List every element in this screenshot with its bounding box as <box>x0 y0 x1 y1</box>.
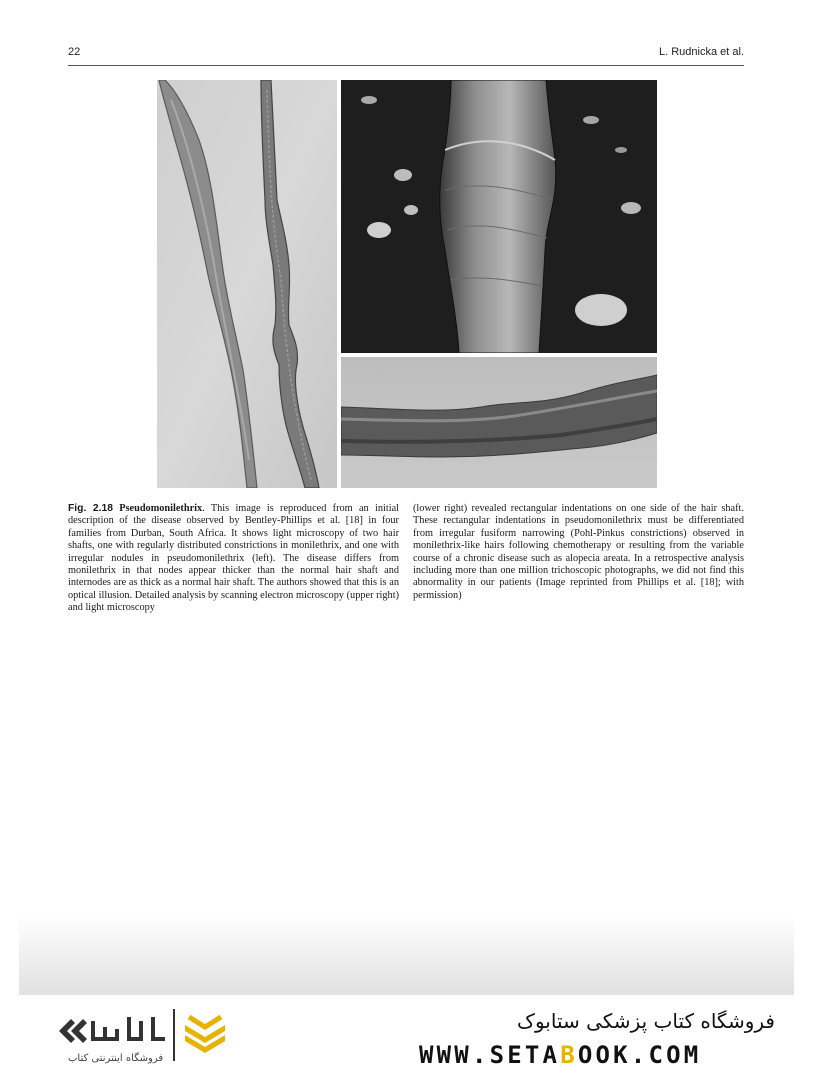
running-head-authors: L. Rudnicka et al. <box>659 46 744 58</box>
caption-text-part-2: (lower right) revealed rectangular indentations on one side of the hair shaft. These rectangular indentations in pseudomonilethrix must be differentiated from irregular fusiform narrowing (Pohl-Pinkus constrictions) observed in monilethrix-like hairs following chemotherapy or resulting from the variable course of a chronic disease such as alopecia areata. In a retrospective analysis including more than one million trichoscopic photographs, we did not find this abnormality in our patients (Image reprinted from Phillips et al. [18]; with permission) <box>413 503 744 601</box>
light-microscopy-image <box>157 80 337 488</box>
running-header <box>68 44 744 64</box>
figure-caption-column-2 <box>413 503 744 602</box>
figure-panel-lower-right <box>341 357 657 488</box>
light-micrograph-hair-shaft <box>341 357 657 488</box>
store-name: فروشگاه کتاب پزشکی ستابوک <box>517 1009 775 1033</box>
figure-title: Pseudomonilethrix <box>119 503 203 514</box>
store-url <box>419 1041 701 1069</box>
logo-tagline: فروشگاه اینترنتی کتاب <box>68 1053 164 1064</box>
figure-caption-column-1 <box>68 503 399 615</box>
caption-text-part-1: . This image is reproduced from an initial description of the disease observed by Bentley-Phillips et al. [18] in four families from Durban, South Africa. It shows light microscopy of two hair shafts, one with regularly distributed constrictions in monilethrix, and one with irregular nodules in pseudomonilethrix (left). The disease differs from monilethrix in that nodes appear thicker than the normal hair shaft and internodes are as thick as a normal hair shaft. The authors showed that this is an optical illusion. Detailed analysis by scanning electron microscopy (upper right) and light microscopy <box>68 503 399 614</box>
header-rule <box>68 65 744 66</box>
page-number: 22 <box>68 46 81 58</box>
store-url-suffix: OOK.COM <box>577 1041 702 1069</box>
store-footer <box>0 995 813 1080</box>
footer-fade <box>19 915 794 995</box>
scanning-electron-micrograph <box>341 80 657 353</box>
figure-panel-left <box>157 80 337 488</box>
figure-panel-upper-right <box>341 80 657 353</box>
store-url-accent: B <box>560 1041 578 1069</box>
store-url-prefix: WWW.SETA <box>419 1041 561 1069</box>
figure-label: Fig. 2.18 <box>68 503 113 514</box>
